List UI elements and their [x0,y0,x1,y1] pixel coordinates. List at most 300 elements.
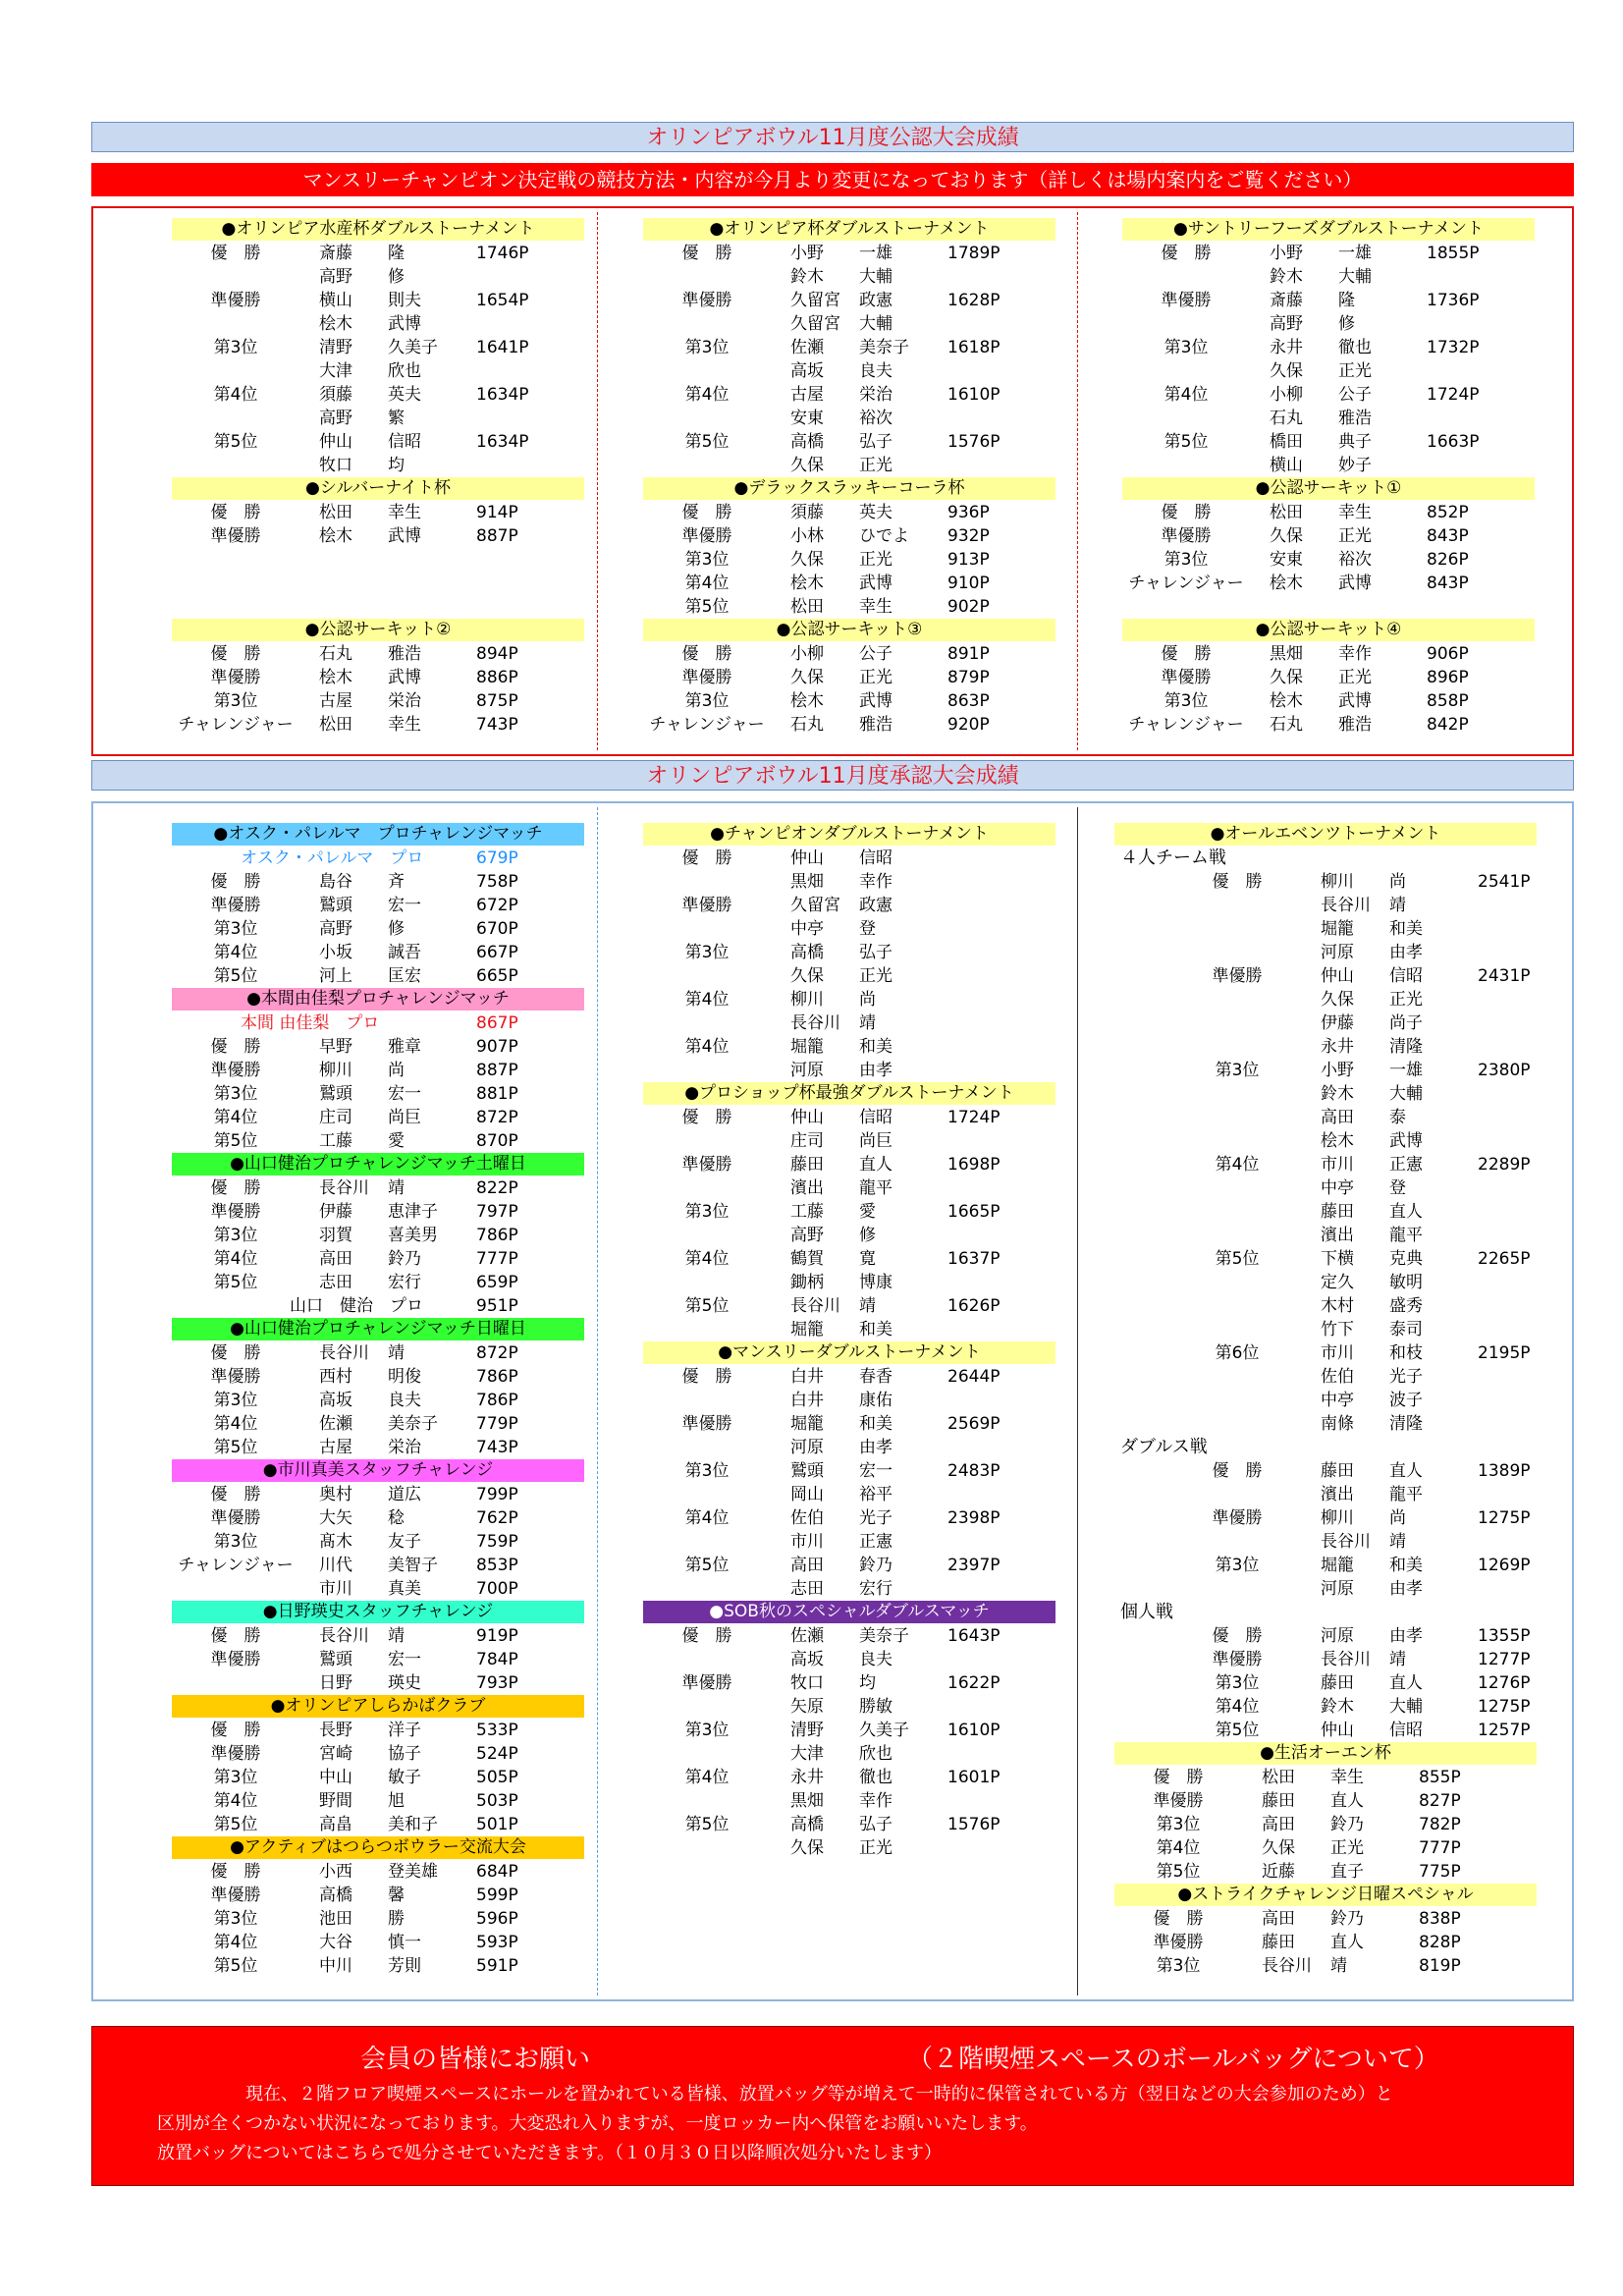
given-name: 寛 [859,1249,876,1269]
rank-label: 第3位 [213,919,258,939]
rank-label: 第5位 [684,1815,730,1834]
score: 1724P [1427,385,1480,405]
given-name: 正光 [859,550,893,570]
score: 665P [476,966,518,986]
given-name: 尚巨 [859,1131,893,1151]
surname: 竹下 [1321,1320,1354,1339]
notice-banner: マンスリーチャンピオン決定戦の競技方法・内容が今月より変更になっております（詳しくは場内案内をご覧ください） [91,163,1574,196]
score: 910P [947,574,990,593]
tournament-title: ●本間由佳梨プロチャレンジマッチ [172,988,584,1011]
surname: 古屋 [790,385,824,405]
surname: 鷲頭 [319,896,352,915]
surname: 永井 [1270,338,1303,357]
result-row [172,1483,584,1506]
rank-label: 準優勝 [1212,966,1263,986]
given-name: 則夫 [388,291,421,310]
result-row [1173,1648,1537,1671]
result-row [643,1530,1055,1554]
surname: 長野 [319,1721,352,1740]
given-name: 靖 [388,1626,405,1646]
surname: 小林 [790,526,824,546]
surname: 安東 [1270,550,1303,570]
surname: 桧木 [1321,1131,1354,1151]
tournament-section [172,1695,584,1836]
score: 670P [476,919,518,939]
tournament-section [643,477,1055,619]
result-row [1122,289,1535,312]
score: 793P [476,1673,518,1693]
result-row [643,501,1055,524]
surname: 定久 [1321,1273,1354,1292]
given-name: 由孝 [1389,1579,1423,1599]
rank-label: 優 勝 [681,644,732,664]
result-row [643,1365,1055,1389]
given-name: 靖 [1389,896,1406,915]
result-row [1173,1271,1537,1294]
result-row [1122,713,1535,737]
given-name: 雅章 [388,1037,421,1057]
surname: 市川 [1321,1155,1354,1175]
tournament-section [643,823,1055,1082]
result-row [1114,1813,1537,1836]
notice-line: 現在、２階フロア喫煙スペースにホールを置かれている皆様、放置バッグ等が増えて一時的に保管されている方（翌日などの大会参加のため）と [245,2084,1393,2105]
tournament-section [1122,218,1535,477]
score: 1643P [947,1626,1001,1646]
result-row [172,1931,584,1954]
notice-line: 区別が全くつかない状況になっております。大変恐れ入りますが、一度ロッカー内へ保管をお願いいたします。 [157,2113,1038,2134]
surname: 久保 [790,966,824,986]
score: 777P [1419,1838,1461,1858]
surname: 河原 [790,1061,824,1080]
surname: 島谷 [319,872,352,892]
given-name: 喜美男 [388,1226,438,1245]
given-name: 美奈子 [859,338,909,357]
given-name: 良夫 [859,361,893,381]
result-row [172,1389,584,1412]
result-row [643,1813,1055,1836]
score: 1732P [1427,338,1480,357]
result-row [172,964,584,988]
score: 886P [476,668,518,687]
surname: 桧木 [319,668,352,687]
tournament-title: ●オリンピアしらかばクラブ [172,1695,584,1718]
given-name: 清隆 [1389,1414,1423,1434]
result-row [1122,265,1535,289]
score: 1698P [947,1155,1001,1175]
result-row [1173,1082,1537,1106]
given-name: 正光 [1338,361,1372,381]
tournament-section [172,988,584,1153]
surname: 永井 [1321,1037,1354,1057]
rank-label: 第3位 [1163,550,1209,570]
given-name: 武博 [388,526,421,546]
given-name: 尚 [1389,1508,1406,1528]
surname: 工藤 [319,1131,352,1151]
result-row [172,312,584,336]
rank-label: 第5位 [213,1131,258,1151]
tournament-section [172,477,584,619]
given-name: 栄治 [388,1438,421,1457]
tournament-section [1114,1884,1537,1978]
surname: 岡山 [790,1485,824,1504]
result-row [1114,1836,1537,1860]
given-name: 均 [388,456,405,475]
score: 1665P [947,1202,1001,1222]
score: 855P [1419,1768,1461,1787]
result-row [1173,1153,1537,1176]
result-row [1173,1577,1537,1601]
result-row [1173,1530,1537,1554]
result-row [643,336,1055,359]
score: 1610P [947,385,1001,405]
result-row [1114,1931,1537,1954]
result-row [643,572,1055,595]
surname: 河原 [1321,1579,1354,1599]
rank-label: 準優勝 [1161,668,1212,687]
notice-subtitle: （２階喫煙スペースのボールバッグについて） [907,2045,1439,2074]
tournament-title: ●プロショップ杯最強ダブルストーナメント [643,1082,1055,1105]
given-name: 幸作 [1338,644,1372,664]
surname: 橋田 [1270,432,1303,452]
score: 786P [476,1367,518,1387]
score: 902P [947,597,990,617]
given-name: 信昭 [388,432,421,452]
surname: 斎藤 [1270,291,1303,310]
score: 1618P [947,338,1001,357]
tournament-title: ●ストライクチャレンジ日曜スペシャル [1114,1884,1537,1906]
result-row [1173,1483,1537,1506]
given-name: 宏一 [388,1084,421,1104]
result-row [643,1695,1055,1719]
surname: 高坂 [790,1650,824,1669]
score: 743P [476,715,518,735]
surname: 大矢 [319,1508,352,1528]
given-name: 大輔 [1338,267,1372,287]
given-name: 正光 [1338,526,1372,546]
score: 1746P [476,244,529,263]
result-row [643,713,1055,737]
given-name: 敏明 [1389,1273,1423,1292]
result-row [172,666,584,689]
given-name: 大輔 [1389,1697,1423,1717]
score: 1855P [1427,244,1480,263]
surname: 高橋 [319,1886,352,1905]
given-name: 一雄 [859,244,893,263]
score: 784P [476,1650,518,1669]
rank-label: 第3位 [213,1532,258,1552]
rank-label: 準優勝 [210,1202,261,1222]
tournament-title: ●SOB秋のスペシャルダブルスマッチ [643,1601,1055,1623]
surname: 川代 [319,1556,352,1575]
given-name: 盛秀 [1389,1296,1423,1316]
score: 936P [947,503,990,522]
score: 593P [476,1933,518,1952]
result-row [172,1671,584,1695]
approved-col-3 [1114,823,1537,1978]
surname: 河原 [790,1438,824,1457]
result-row [1122,595,1535,619]
tournament-section [643,619,1055,737]
surname: 松田 [1270,503,1303,522]
result-row [172,242,584,265]
surname: 久保 [1270,526,1303,546]
given-name: 正光 [1330,1838,1364,1858]
score: 894P [476,644,518,664]
surname: 清野 [319,338,352,357]
official-col-1 [172,218,584,737]
score: 1275P [1478,1508,1531,1528]
given-name: 弘子 [859,1815,893,1834]
result-row [172,1954,584,1978]
given-name: 鈴乃 [1330,1815,1364,1834]
result-row [643,847,1055,870]
rank-label: チャレンジャー [649,715,765,735]
result-row [1122,430,1535,454]
surname: 矢原 [790,1697,824,1717]
rank-label: 第4位 [213,1791,258,1811]
given-name: 和美 [1389,919,1423,939]
rank-label: 第3位 [684,1202,730,1222]
result-row [172,1742,584,1766]
rank-label: 第3位 [684,943,730,962]
result-row [643,1789,1055,1813]
given-name: 和美 [859,1414,893,1434]
surname: 久留宮 [790,291,840,310]
result-row [172,1224,584,1247]
rank-label: 準優勝 [681,526,732,546]
given-name: 靖 [1389,1532,1406,1552]
score: 2431P [1478,966,1531,986]
surname: 久保 [1262,1838,1295,1858]
tournament-section [172,218,584,477]
result-row [172,548,584,572]
surname: 木村 [1321,1296,1354,1316]
result-row [172,289,584,312]
score: 907P [476,1037,518,1057]
result-row [643,689,1055,713]
surname: 西村 [319,1367,352,1387]
result-row [643,917,1055,941]
result-row [172,501,584,524]
surname: 高田 [1262,1815,1295,1834]
result-row [643,1624,1055,1648]
rank-label: 優 勝 [1212,872,1263,892]
rank-label: 第3位 [213,1084,258,1104]
surname: 工藤 [790,1202,824,1222]
tournament-section [172,823,584,988]
surname: 鈴木 [790,267,824,287]
given-name: 修 [388,267,405,287]
result-row [1173,1294,1537,1318]
surname: 濱出 [1321,1226,1354,1245]
surname: 鈴木 [1321,1697,1354,1717]
rank-label: 準優勝 [1161,291,1212,310]
given-name: 靖 [1389,1650,1406,1669]
official-col-3 [1122,218,1535,737]
score: 1389P [1478,1461,1531,1481]
surname: 高野 [1270,314,1303,334]
score: 1275P [1478,1697,1531,1717]
given-name: 直人 [1330,1791,1364,1811]
rank-label: 第4位 [684,1249,730,1269]
rank-label: 第3位 [684,691,730,711]
rank-label: 第5位 [684,432,730,452]
surname: 高田 [790,1556,824,1575]
surname: 柳川 [1321,1508,1354,1528]
rank-label: 第3位 [213,1909,258,1929]
rank-label: 第3位 [684,1721,730,1740]
given-name: 徹也 [859,1768,893,1787]
score: 875P [476,691,518,711]
tournament-section [172,1601,584,1695]
given-name: 宏行 [388,1273,421,1292]
given-name: 直子 [1330,1862,1364,1882]
rank-label: 準優勝 [681,668,732,687]
score: 524P [476,1744,518,1764]
pro-score-row [172,847,584,870]
result-row [1173,964,1537,988]
rank-label: 第3位 [1156,1956,1201,1976]
result-row [1122,548,1535,572]
score: 786P [476,1391,518,1410]
result-row [172,1341,584,1365]
result-row [1122,312,1535,336]
rank-label: 第4位 [213,1108,258,1127]
rank-label: 優 勝 [210,1343,261,1363]
score: 667P [476,943,518,962]
given-name: 尚 [859,990,876,1010]
result-row [1114,1789,1537,1813]
score: 879P [947,668,990,687]
result-row [1173,1554,1537,1577]
result-row [643,642,1055,666]
tournament-title: ●公認サーキット④ [1122,619,1535,641]
result-row [643,265,1055,289]
tournament-title: ●山口健治プロチャレンジマッチ日曜日 [172,1318,584,1340]
surname: 松田 [790,597,824,617]
rank-label: 第3位 [1215,1673,1260,1693]
score: 1628P [947,291,1001,310]
given-name: 道広 [388,1485,421,1504]
rank-label: 第3位 [1163,338,1209,357]
result-row [643,524,1055,548]
result-row [172,1648,584,1671]
rank-label: 第3位 [1215,1556,1260,1575]
surname: 鋤柄 [790,1273,824,1292]
rank-label: 優 勝 [210,644,261,664]
given-name: 一雄 [1338,244,1372,263]
given-name: 雅浩 [859,715,893,735]
given-name: 鈴乃 [388,1249,421,1269]
rank-label: 準優勝 [681,291,732,310]
given-name: 尚 [1389,872,1406,892]
result-row [643,312,1055,336]
given-name: 武博 [388,314,421,334]
surname: 小柳 [790,644,824,664]
rank-label: 優 勝 [210,503,261,522]
surname: 石丸 [319,644,352,664]
surname: 志田 [319,1273,352,1292]
score: 501P [476,1815,518,1834]
score: 2541P [1478,872,1531,892]
result-row [643,1224,1055,1247]
result-row [1122,642,1535,666]
tournament-section [172,1318,584,1459]
result-row [643,1506,1055,1530]
given-name: 修 [1338,314,1355,334]
given-name: 愛 [859,1202,876,1222]
surname: 中亭 [1321,1391,1354,1410]
tournament-title: ●シルバーナイト杯 [172,477,584,500]
score: 1601P [947,1768,1001,1787]
notice-line: 放置バッグについてはこちらで処分させていただきます。（１０月３０日以降順次処分いたします） [157,2143,943,2163]
result-row [1173,1247,1537,1271]
given-name: 尚巨 [388,1108,421,1127]
given-name: 清隆 [1389,1037,1423,1057]
result-row [172,1082,584,1106]
given-name: 雅浩 [388,644,421,664]
given-name: 正光 [859,456,893,475]
result-row [643,1766,1055,1789]
result-row [172,1176,584,1200]
result-row [1122,501,1535,524]
result-row [643,1412,1055,1436]
tournament-title: ●アクティブはつらつボウラー交流大会 [172,1836,584,1859]
surname: 長谷川 [319,1626,369,1646]
given-name: 幸作 [859,1791,893,1811]
result-row [1122,336,1535,359]
tournament-section [1122,477,1535,619]
given-name: 信昭 [1389,1721,1423,1740]
given-name: 武博 [388,668,421,687]
rank-label: 第3位 [213,338,258,357]
surname: 高野 [319,409,352,428]
given-name: 波子 [1389,1391,1423,1410]
rank-label: 第5位 [1215,1249,1260,1269]
result-row [172,941,584,964]
given-name: 公子 [1338,385,1372,405]
result-row [643,595,1055,619]
surname: 高野 [319,919,352,939]
result-row [643,1011,1055,1035]
given-name: 幸生 [1330,1768,1364,1787]
surname: 高橋 [790,432,824,452]
result-row [1173,1389,1537,1412]
given-name: 友子 [388,1532,421,1552]
given-name: 美和子 [388,1815,438,1834]
rank-label: 第4位 [1156,1838,1201,1858]
score: 2569P [947,1414,1001,1434]
given-name: 正光 [859,668,893,687]
score: 842P [1427,715,1469,735]
surname: 白井 [790,1391,824,1410]
given-name: 明俊 [388,1367,421,1387]
section2-title: オリンピアボウル11月度承認大会成績 [91,760,1574,791]
result-row [643,1176,1055,1200]
result-row [172,1577,584,1601]
given-name: 光子 [1389,1367,1423,1387]
given-name: 泰 [1389,1108,1406,1127]
score: 591P [476,1956,518,1976]
rank-label: 準優勝 [1212,1650,1263,1669]
result-row [172,1813,584,1836]
surname: 仲山 [790,1108,824,1127]
rank-label: 第3位 [213,1768,258,1787]
given-name: 宏一 [388,1650,421,1669]
rank-label: 第5位 [213,1956,258,1976]
rank-label: 第5位 [213,1815,258,1834]
given-name: 武博 [1338,574,1372,593]
